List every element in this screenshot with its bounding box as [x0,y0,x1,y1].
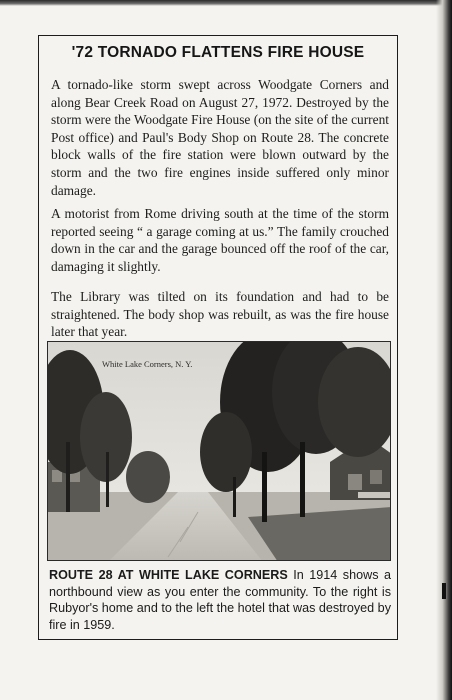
article-title: '72 TORNADO FLATTENS FIRE HOUSE [71,44,365,61]
article-paragraph-3: The Library was tilted on its foundation and had to be straightened. The body shop was rebuilt, as was the fire house later that year. [51,289,389,340]
photo-caption [49,567,391,633]
article-paragraph-2: A motorist from Rome driving south at the time of the storm reported seeing “ a garage coming at us.” The family crouched down in the car and the garage bounced off the roof of the car, damaging it slightly. [51,206,389,274]
photo-caption-heading: ROUTE 28 AT WHITE LAKE CORNERS [49,568,288,582]
article-frame [38,35,398,640]
photo-printed-caption: White Lake Corners, N. Y. [102,359,193,369]
page-edge-mark [442,583,446,599]
scan-edge-top [0,0,452,6]
photo-caption-text: In 1914 shows a northbound view as you enter the community. To the right is Rubyor's home and to the left the hotel that was destroyed by fire in 1959. [49,568,392,632]
article-paragraph-1: A tornado-like storm swept across Woodgate Corners and along Bear Creek Road on August 27, 1972. Destroyed by the storm were the Woodgate Fire House (on the site of the current Post office) and Paul's Body Shop on Route 28. The concrete block walls of the fire station were blown outward by the storm and the two fire engines inside suffered only minor damage. [51,77,389,198]
historic-photo-route-28 [47,341,391,561]
photo-illustration [48,342,391,561]
